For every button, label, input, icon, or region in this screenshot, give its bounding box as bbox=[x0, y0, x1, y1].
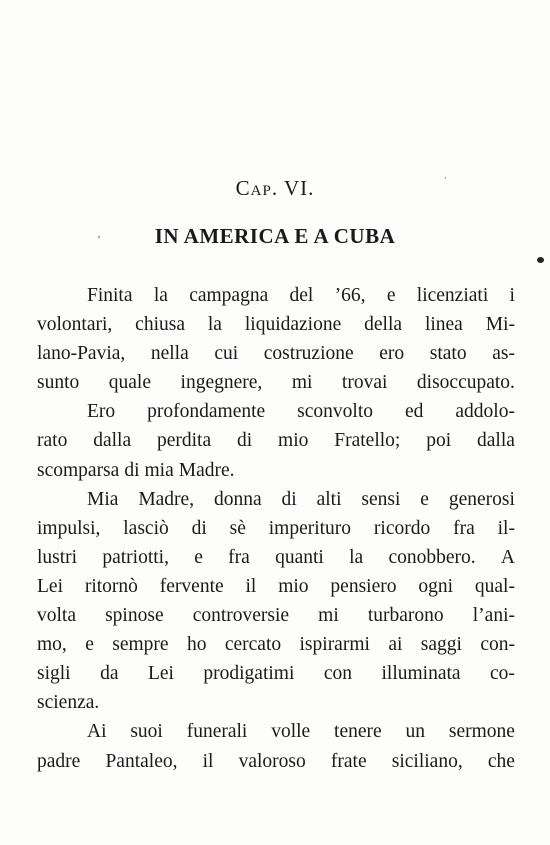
word: suoi bbox=[130, 721, 163, 743]
word: che bbox=[487, 750, 515, 772]
word: conobbero. bbox=[388, 546, 476, 568]
word: disoccupato. bbox=[416, 372, 515, 394]
chapter-title: IN AMERICA E A CUBA bbox=[154, 224, 396, 248]
word: nella bbox=[150, 343, 189, 365]
text-line bbox=[37, 572, 515, 601]
text-line bbox=[37, 514, 515, 543]
word: impulsi, bbox=[37, 517, 101, 539]
text-line bbox=[37, 426, 515, 455]
text-line bbox=[37, 456, 515, 485]
word: controversie bbox=[192, 605, 290, 627]
word: i bbox=[509, 285, 515, 306]
word: mi bbox=[318, 605, 339, 627]
word: la bbox=[207, 314, 222, 336]
word: ricordo bbox=[373, 517, 431, 539]
word: lano-Pavia, bbox=[37, 343, 126, 365]
word: Lei bbox=[37, 575, 63, 597]
word: siciliano, bbox=[391, 750, 463, 772]
word: lasciò bbox=[123, 517, 169, 539]
word: e bbox=[85, 634, 94, 656]
word: il bbox=[202, 750, 214, 772]
ink-speck bbox=[445, 177, 446, 179]
word: Ai bbox=[87, 721, 107, 743]
word: illuminata bbox=[381, 663, 461, 685]
word: con- bbox=[480, 634, 515, 656]
word: dalla bbox=[477, 430, 515, 452]
word: volta bbox=[37, 605, 76, 627]
word: quale bbox=[108, 372, 152, 394]
word: prodigatimi bbox=[203, 663, 295, 685]
word: frate bbox=[330, 750, 367, 772]
text-line bbox=[37, 310, 515, 339]
word: sensi bbox=[361, 488, 401, 510]
word: Madre. bbox=[178, 459, 235, 481]
word: scomparsa bbox=[37, 459, 120, 481]
word: valoroso bbox=[238, 750, 306, 772]
text-line bbox=[37, 485, 515, 514]
word: fra bbox=[228, 546, 250, 568]
word: sconvolto bbox=[297, 401, 374, 423]
word: Finita bbox=[87, 285, 133, 306]
word: ingegnere, bbox=[180, 372, 263, 394]
word: ’66, bbox=[334, 285, 366, 306]
chapter-heading: Cap. VI. bbox=[235, 176, 315, 200]
text-line bbox=[37, 659, 515, 688]
word: cui bbox=[214, 343, 239, 365]
word: generosi bbox=[448, 488, 515, 510]
word: volontari, bbox=[37, 314, 113, 336]
text-line bbox=[37, 368, 515, 397]
text-line bbox=[37, 688, 515, 717]
word: ho bbox=[186, 634, 207, 656]
word: di bbox=[281, 488, 297, 510]
word: Pantaleo, bbox=[105, 750, 178, 772]
word: campagna bbox=[189, 285, 269, 306]
word: donna bbox=[213, 488, 262, 510]
word: as- bbox=[492, 343, 515, 365]
word: tenere bbox=[334, 721, 382, 743]
word: addolo- bbox=[455, 401, 515, 423]
word: di bbox=[237, 430, 253, 452]
word: spinose bbox=[105, 605, 164, 627]
word: funerali bbox=[186, 721, 248, 743]
word: del bbox=[289, 285, 314, 306]
word: imperituro bbox=[268, 517, 352, 539]
word: sigli bbox=[37, 663, 71, 685]
word: l’ani- bbox=[472, 605, 515, 627]
word: licenziati bbox=[416, 285, 489, 306]
word: Mia bbox=[87, 488, 119, 510]
word: mio bbox=[278, 430, 309, 452]
word: la bbox=[153, 285, 168, 306]
word: ed bbox=[405, 401, 424, 423]
ink-speck bbox=[537, 257, 544, 263]
word: e bbox=[194, 546, 203, 568]
word: ai bbox=[388, 634, 403, 656]
word: con bbox=[323, 663, 353, 685]
word: mio bbox=[278, 575, 309, 597]
word: della bbox=[364, 314, 403, 336]
word: pensiero bbox=[330, 575, 397, 597]
word: turbarono bbox=[367, 605, 444, 627]
word: chiusa bbox=[135, 314, 185, 336]
word: costruzione bbox=[263, 343, 354, 365]
word: trovai bbox=[341, 372, 388, 394]
word: mi bbox=[291, 372, 313, 394]
text-line bbox=[37, 543, 515, 572]
word: padre bbox=[37, 750, 81, 772]
word: di bbox=[124, 459, 140, 481]
word: ispirarmi bbox=[299, 634, 370, 656]
word: sempre bbox=[112, 634, 169, 656]
word: liquidazione bbox=[244, 314, 342, 336]
word: ritornò bbox=[84, 575, 138, 597]
ink-speck bbox=[98, 236, 100, 238]
word: poi bbox=[426, 430, 452, 452]
word: e bbox=[420, 488, 429, 510]
word: Ero bbox=[87, 401, 116, 423]
word: profondamente bbox=[147, 401, 266, 423]
word: dalla bbox=[93, 430, 132, 452]
word: co- bbox=[490, 663, 515, 685]
word: di bbox=[191, 517, 207, 539]
word: da bbox=[100, 663, 119, 685]
word: sermone bbox=[448, 721, 515, 743]
word: volle bbox=[271, 721, 311, 743]
text-line bbox=[37, 281, 515, 310]
word: mia bbox=[144, 459, 174, 481]
word: rato bbox=[37, 430, 68, 452]
word: alti bbox=[316, 488, 342, 510]
word: la bbox=[349, 546, 364, 568]
word: un bbox=[405, 721, 426, 743]
word: scienza. bbox=[37, 692, 100, 714]
word: mo, bbox=[37, 634, 67, 656]
text-line bbox=[37, 339, 515, 368]
word: fra bbox=[453, 517, 475, 539]
body-text bbox=[37, 281, 515, 776]
text-line bbox=[37, 747, 515, 776]
word: qual- bbox=[474, 575, 515, 597]
word: perdita bbox=[156, 430, 212, 452]
text-line bbox=[37, 397, 515, 426]
word: stato bbox=[429, 343, 467, 365]
word: sunto bbox=[37, 372, 80, 394]
word: A bbox=[500, 546, 515, 568]
word: lustri bbox=[37, 546, 78, 568]
word: il- bbox=[497, 517, 515, 539]
word: e bbox=[386, 285, 396, 306]
word: fervente bbox=[159, 575, 224, 597]
word: Lei bbox=[147, 663, 174, 685]
word: Madre, bbox=[138, 488, 195, 510]
text-line bbox=[37, 630, 515, 659]
word: quanti bbox=[275, 546, 324, 568]
word: il bbox=[245, 575, 257, 597]
word: saggi bbox=[420, 634, 462, 656]
text-line bbox=[37, 601, 515, 630]
word: patriotti, bbox=[102, 546, 169, 568]
word: sè bbox=[229, 517, 246, 539]
word: ogni bbox=[418, 575, 454, 597]
word: Fratello; bbox=[334, 430, 401, 452]
word: cercato bbox=[224, 634, 282, 656]
word: linea bbox=[424, 314, 463, 336]
word: ero bbox=[379, 343, 405, 365]
text-line bbox=[37, 717, 515, 746]
word: Mi- bbox=[485, 314, 515, 336]
